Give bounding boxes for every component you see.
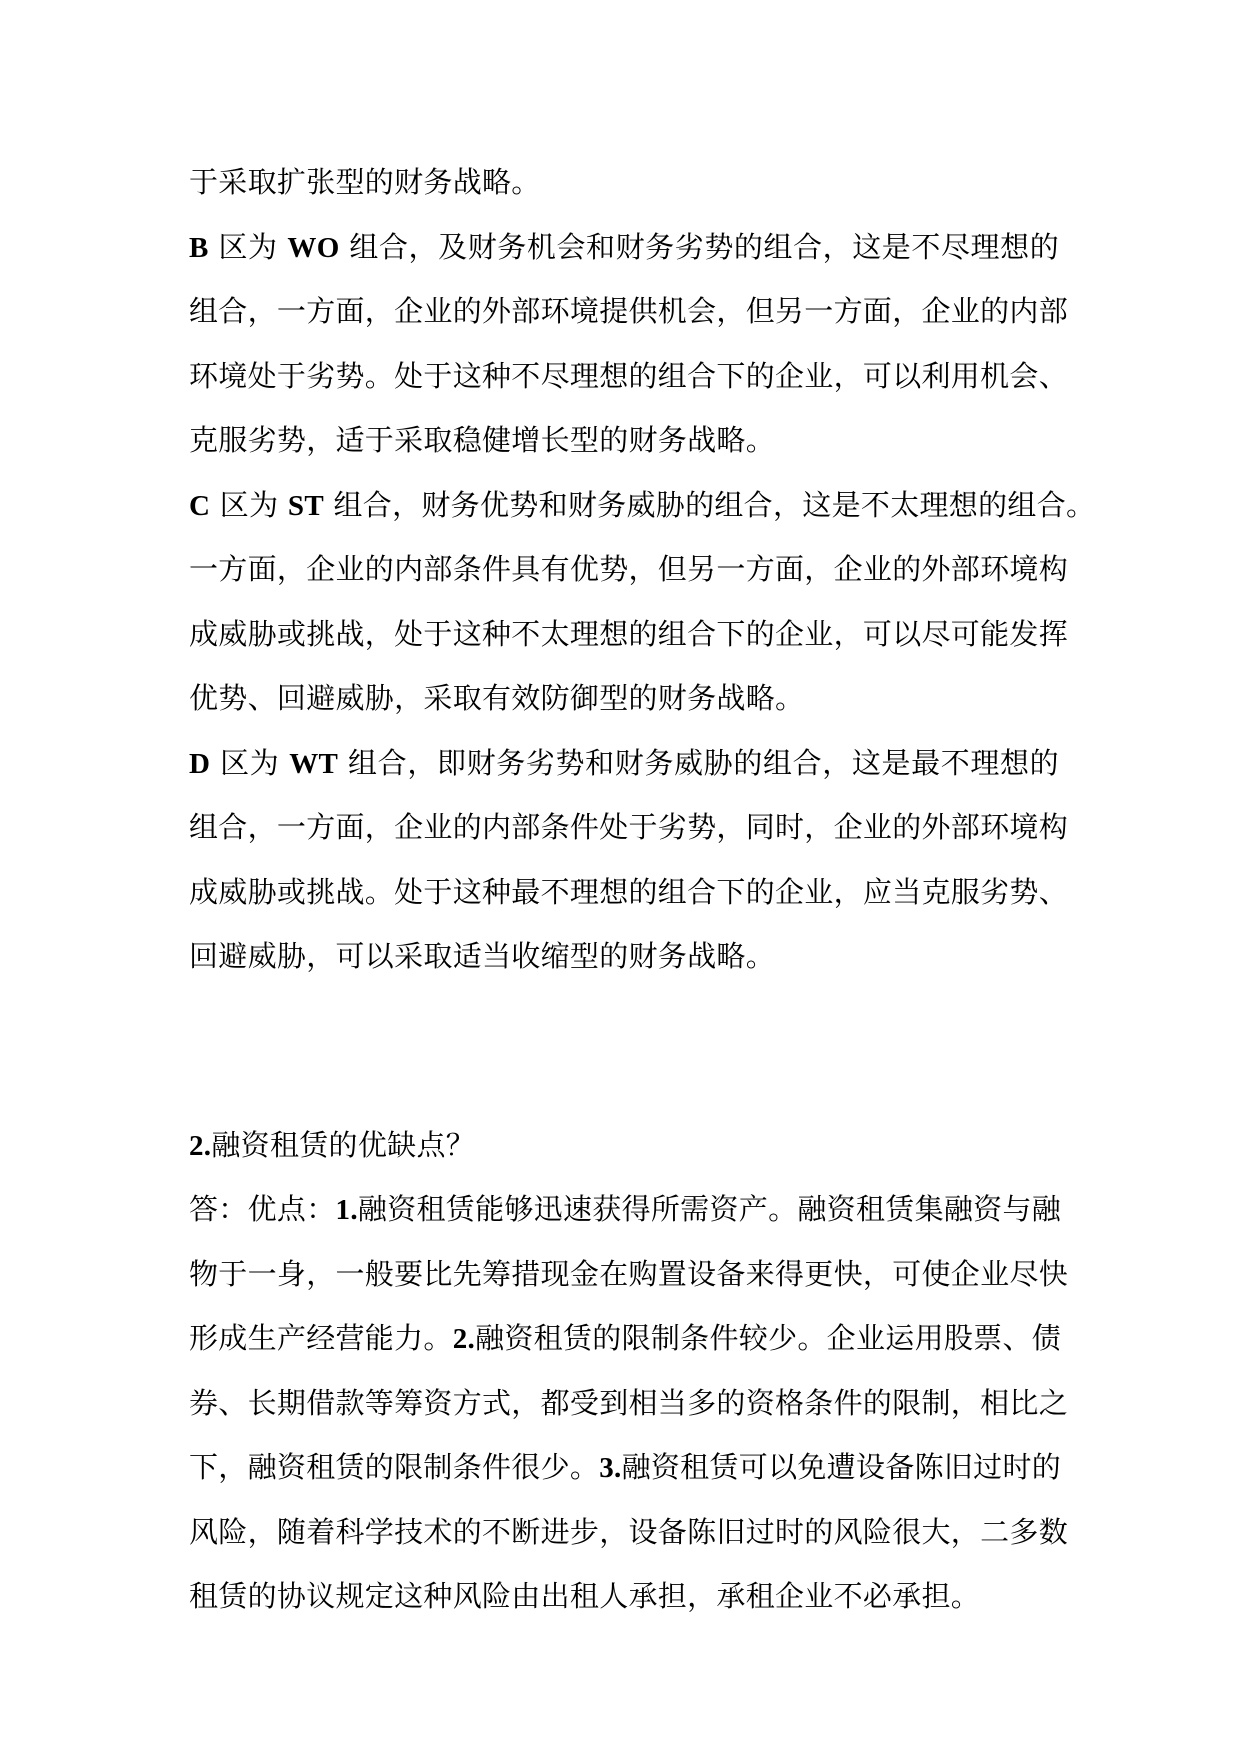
text-line: 克服劣势，适于采取稳健增长型的财务战略。 <box>189 423 776 457</box>
text-line: 券、长期借款等筹资方式，都受到相当多的资格条件的限制，相比之 <box>189 1385 1069 1420</box>
financial-leasing-section <box>189 1113 1069 1629</box>
text-line: 2.融资租赁的优缺点？ <box>189 1127 476 1162</box>
text-line: 成威胁或挑战。处于这种最不理想的组合下的企业，应当克服劣势、 <box>189 874 1069 909</box>
swot-strategy-section <box>189 150 1096 989</box>
text-line: 于采取扩张型的财务战略。 <box>189 165 541 199</box>
text-line: 风险，随着科学技术的不断进步，设备陈旧过时的风险很大，二多数 <box>189 1514 1069 1549</box>
text-line: 回避威胁，可以采取适当收缩型的财务战略。 <box>189 939 776 973</box>
document-page <box>189 150 1096 1629</box>
text-line: 一方面，企业的内部条件具有优势，但另一方面，企业的外部环境构 <box>189 552 1069 586</box>
text-line: C 区为 ST 组合，财务优势和财务威胁的组合，这是不太理想的组合。 <box>189 487 1096 522</box>
text-line: B 区为 WO 组合，及财务机会和财务劣势的组合，这是不尽理想的 <box>189 229 1059 264</box>
text-line: 环境处于劣势。处于这种不尽理想的组合下的企业，可以利用机会、 <box>189 358 1069 393</box>
section-gap <box>189 989 1059 1113</box>
text-line: 答：优点：1.融资租赁能够迅速获得所需资产。融资租赁集融资与融 <box>189 1192 1062 1226</box>
text-line: 物于一身，一般要比先筹措现金在购置设备来得更快，可使企业尽快 <box>189 1256 1069 1291</box>
text-line: 下，融资租赁的限制条件很少。3.融资租赁可以免遭设备陈旧过时的 <box>189 1450 1062 1484</box>
text-line: 成威胁或挑战，处于这种不太理想的组合下的企业，可以尽可能发挥 <box>189 616 1069 651</box>
text-line: 组合，一方面，企业的内部条件处于劣势，同时，企业的外部环境构 <box>189 810 1069 844</box>
text-line: 形成生产经营能力。2.融资租赁的限制条件较少。企业运用股票、债 <box>189 1321 1062 1355</box>
text-line: 租赁的协议规定这种风险由出租人承担，承租企业不必承担。 <box>189 1579 981 1613</box>
text-line: D 区为 WT 组合，即财务劣势和财务威胁的组合，这是最不理想的 <box>189 745 1059 780</box>
text-line: 优势、回避威胁，采取有效防御型的财务战略。 <box>189 681 805 715</box>
text-line: 组合，一方面，企业的外部环境提供机会，但另一方面，企业的内部 <box>189 294 1069 328</box>
